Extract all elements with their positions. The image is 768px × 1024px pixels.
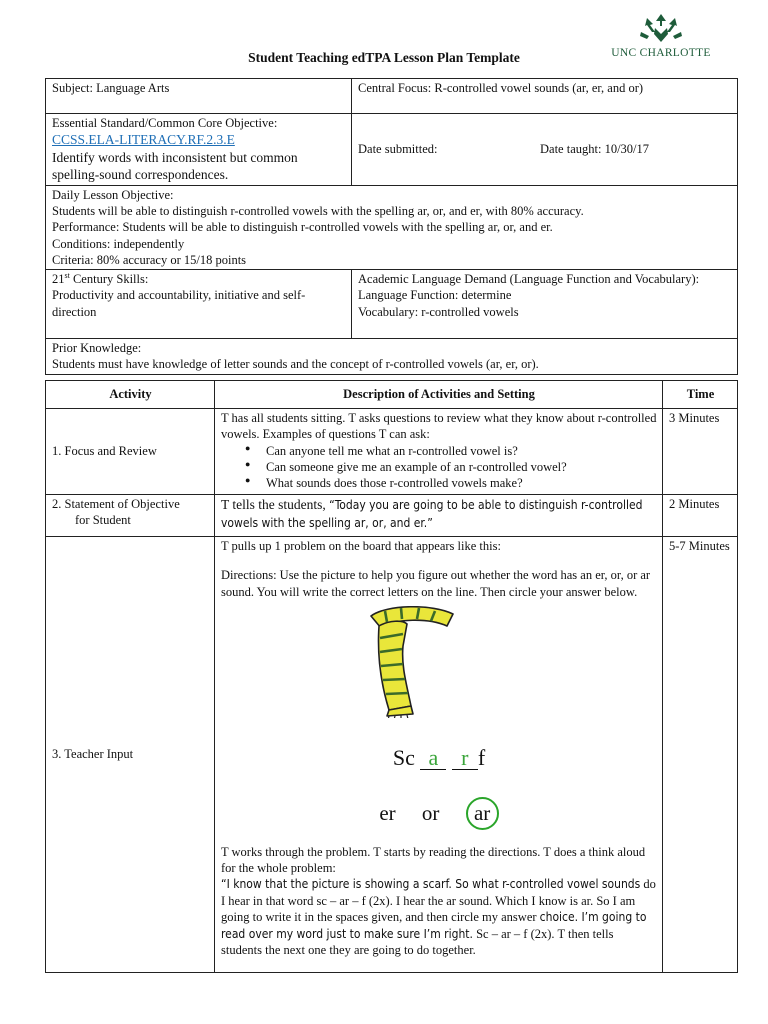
daily-objective-cell — [46, 185, 738, 269]
standard-link[interactable]: CCSS.ELA-LITERACY.RF.2.3.E — [52, 132, 235, 148]
skills-label: 21st Century Skills: — [52, 270, 149, 287]
vocabulary: Vocabulary: r-controlled vowels — [358, 304, 519, 319]
dates-cell — [352, 114, 738, 186]
word-end: f — [477, 745, 486, 770]
list-item: ● Can someone give me an example of an r-controlled vowel? — [245, 459, 657, 475]
choice-ar-circled[interactable]: ar — [466, 797, 499, 830]
activity-description — [215, 409, 663, 495]
daily-objective-3: Conditions: independently — [52, 236, 185, 251]
description-header: Description of Activities and Setting — [215, 381, 663, 409]
daily-objective-2: Performance: Students will be able to distinguish r-controlled vowels with the spelling ar, or, and er. — [52, 220, 553, 235]
standard-label: Essential Standard/Common Core Objective: — [52, 116, 278, 130]
activity-header: Activity — [46, 381, 215, 409]
language-function: Language Function: determine — [358, 288, 512, 303]
activity-time: 2 Minutes — [663, 495, 738, 537]
answer-blank[interactable]: r — [452, 747, 478, 770]
statement-quote: “Today you are going to be able to distinguish r-controlled vowels with the spelling ar, or, and er.” — [221, 498, 643, 530]
activity-name: 2. Statement of Objective for Student — [46, 495, 215, 537]
choice-er[interactable]: er — [379, 800, 396, 825]
academic-language-cell — [352, 270, 738, 339]
teacher-input-intro: T pulls up 1 problem on the board that appears like this: — [221, 539, 501, 553]
prior-knowledge-cell — [46, 339, 738, 375]
activity-description-text: T has all students sitting. T asks questions to review what they know about r-controlled vowels. Examples of questions T can ask: — [221, 411, 657, 442]
activity-name: 1. Focus and Review — [46, 409, 215, 495]
statement-intro: T tells the students, — [221, 497, 330, 512]
date-submitted: Date submitted: — [358, 142, 438, 157]
standard-cell — [46, 114, 352, 186]
activity-name: 3. Teacher Input — [46, 537, 215, 973]
skills-cell — [46, 270, 352, 339]
central-focus-cell — [352, 79, 738, 114]
fill-in-word — [221, 744, 657, 773]
activity-row — [46, 495, 738, 537]
worksheet-directions: Directions: Use the picture to help you figure out whether the word has an er, or, or ar sound. You will write the correct letters on the line. Then circle your answer below. — [221, 568, 651, 599]
word-start: Sc — [392, 745, 415, 770]
document-title: Student Teaching edTPA Lesson Plan Template — [248, 50, 520, 65]
answer-choices — [221, 797, 657, 830]
subject-cell — [46, 79, 352, 114]
choice-or[interactable]: or — [421, 800, 440, 825]
lesson-info-table — [45, 78, 738, 375]
activity-description — [215, 495, 663, 537]
activity-row — [46, 409, 738, 495]
activities-table — [45, 380, 738, 973]
activity-description — [215, 537, 663, 973]
daily-objective-label: Daily Lesson Objective: — [52, 187, 174, 202]
teacher-input-followup: T works through the problem. T starts by reading the directions. T does a think aloud for the whole problem: — [221, 844, 646, 875]
standard-text: Identify words with inconsistent but common spelling-sound correspondences. — [52, 149, 298, 183]
logo-text: UNC CHARLOTTE — [611, 47, 711, 59]
activity-time: 5-7 Minutes — [663, 537, 738, 973]
dates-row — [358, 141, 732, 157]
think-aloud: “I know that the picture is showing a scarf. So what r-controlled vowel sounds do I hear in that word sc – ar – f (2x). I hear the ar sound. Which I know is ar. So I am going to write it in the spaces given, and then circle my answer choice. I’m going to read over my word just to make sure I’m right. Sc – ar – f (2x). T then tells students the next one they are going to do together. — [221, 877, 656, 958]
list-item: ● What sounds does those r-controlled vowels make? — [245, 475, 657, 491]
list-item: ● Can anyone tell me what an r-controlled vowel is? — [245, 443, 657, 459]
scarf-icon — [359, 606, 459, 718]
activity-time: 3 Minutes — [663, 409, 738, 495]
daily-objective-1: Students will be able to distinguish r-controlled vowels with the spelling ar, or, and er, with 80% accuracy. — [52, 204, 584, 219]
prior-knowledge-label: Prior Knowledge: — [52, 341, 142, 356]
daily-objective-4: Criteria: 80% accuracy or 15/18 points — [52, 252, 247, 267]
central-focus: Central Focus: R-controlled vowel sounds (ar, er, and or) — [358, 81, 644, 95]
date-taught: Date taught: 10/30/17 — [540, 142, 650, 157]
prior-knowledge-text: Students must have knowledge of letter sounds and the concept of r-controlled vowels (ar, er, or). — [52, 357, 539, 372]
question-list — [221, 443, 657, 492]
crown-icon — [635, 12, 687, 46]
academic-language-label: Academic Language Demand (Language Function and Vocabulary): — [358, 272, 700, 287]
answer-blank[interactable]: a — [420, 747, 446, 770]
skills-text: Productivity and accountability, initiative and self-direction — [52, 288, 306, 319]
activity-row — [46, 537, 738, 973]
scarf-picture — [221, 606, 657, 722]
subject: Subject: Language Arts — [52, 81, 170, 95]
time-header: Time — [663, 381, 738, 409]
